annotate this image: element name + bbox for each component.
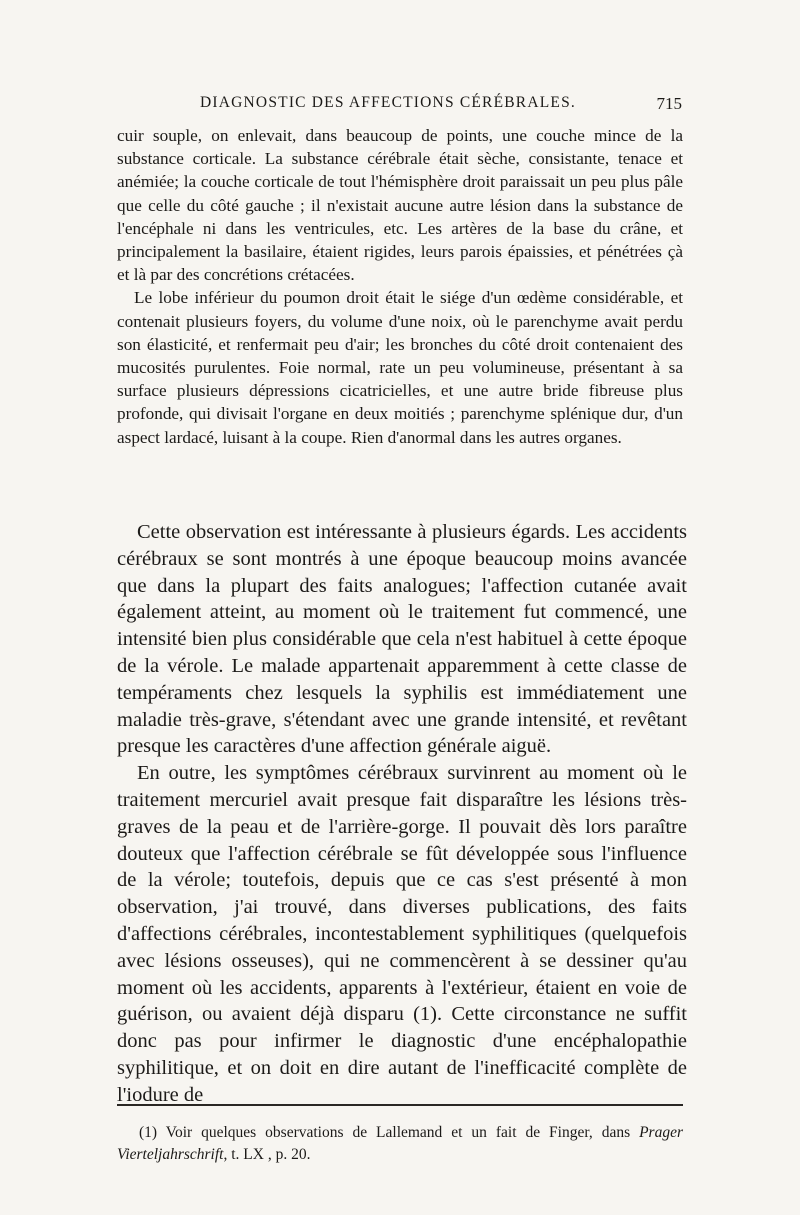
footnote-citation: , t. LX , p. 20. xyxy=(223,1146,311,1163)
page-number: 715 xyxy=(656,94,682,113)
paragraph: Le lobe inférieur du poumon droit était le siége d'un œdème considérable, et contenait plusieurs foyers, du volume d'une noix, où le parenchyme avait perdu son élasticité, et renfermait peu d'air; les bronches du côté droit contenaient des mucosités purulentes. Foie normal, rate un peu volumineuse, présentant à sa surface plusieurs dépressions cicatricielles, et une autre bride fibreuse plus profonde, qui divisait l'organe en deux moitiés ; parenchyme splénique dur, d'un aspect lardacé, luisant à la coupe. Rien d'anormal dans les autres organes. xyxy=(117,288,683,447)
footnote-text: (1) Voir quelques observations de Lallemand et un fait de Finger, dans xyxy=(139,1124,640,1141)
running-title: DIAGNOSTIC DES AFFECTIONS CÉRÉBRALES. xyxy=(200,94,576,111)
paragraph: En outre, les symptômes cérébraux survinrent au moment où le traitement mercuriel avait presque fait disparaître les lésions très-graves de la peau et de l'arrière-gorge. Il pouvait dès lors paraître douteux que l'affection cérébrale se fût développée sous l'influence de la vérole; toutefois, depuis que ce cas s'est présenté à mon observation, j'ai trouvé, dans diverses publications, des faits d'affections cérébrales, incontestablement syphilitiques (quelquefois avec lésions osseuses), qui ne commencèrent à se dessiner qu'au moment où les accidents, apparents à l'extérieur, étaient en voie de guérison, ou avaient déjà disparu (1). Cette circonstance ne suffit donc pas pour infirmer le diagnostic d'une encéphalopathie syphilitique, et on doit en dire autant de l'inefficacité complète de l'iodure de xyxy=(117,762,687,1106)
paragraph: cuir souple, on enlevait, dans beaucoup de points, une couche mince de la substance corticale. La substance cérébrale était sèche, consistante, tenace et anémiée; la couche corticale de tout l'hémisphère droit paraissait un peu plus pâle que celle du côté gauche ; il n'existait aucune autre lésion dans la substance de l'encéphale ni dans les ventricules, etc. Les artères de la base du crâne, et principalement la basilaire, étaient rigides, leurs parois épaissies, et pénétrées çà et là par des concrétions crétacées. xyxy=(117,126,683,285)
page-header xyxy=(200,94,682,120)
journal-title: Prager Vierteljahrschrift xyxy=(117,1124,683,1163)
footnote-divider xyxy=(117,1104,683,1106)
footnotes xyxy=(117,1122,683,1166)
footnote xyxy=(117,1122,683,1166)
case-report-text xyxy=(117,124,683,449)
paragraph: Cette observation est intéressante à plusieurs égards. Les accidents cérébraux se sont montrés à une époque beaucoup moins avancée que dans la plupart des faits analogues; l'affection cutanée avait également atteint, au moment où le traitement fut commencé, une intensité bien plus considérable que cela n'est habituel à cette époque de la vérole. Le malade appartenait apparemment à cette classe de tempéraments chez lesquels la syphilis est immédiatement une maladie très-grave, s'étendant avec une grande intensité, et revêtant presque les caractères d'une affection générale aiguë. xyxy=(117,521,687,758)
commentary-text xyxy=(117,519,687,1109)
